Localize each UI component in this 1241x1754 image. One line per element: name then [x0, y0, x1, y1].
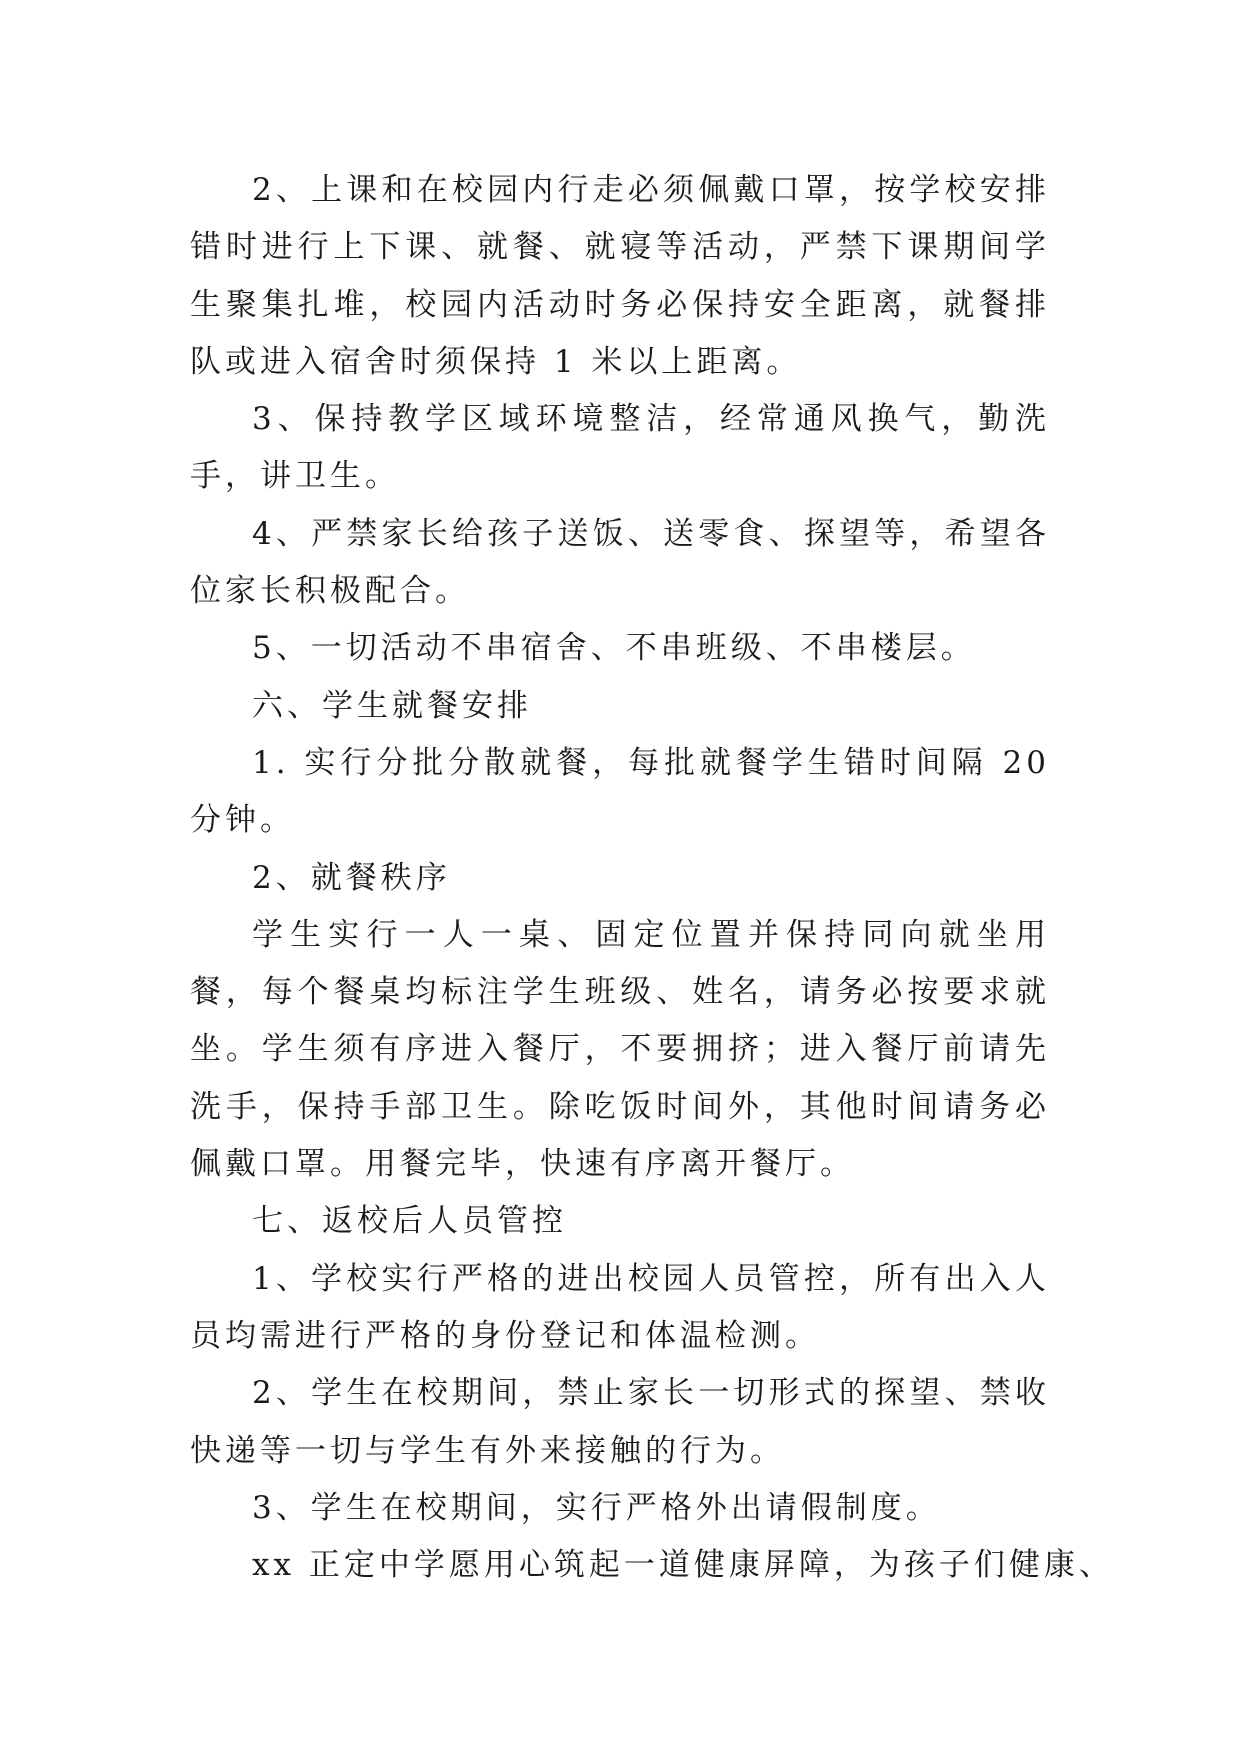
- paragraph-dining-2-title: 2、就餐秩序: [252, 859, 451, 896]
- paragraph-control-2: 2、学生在校期间，禁止家长一切形式的探望、禁收快递等一切与学生有外来接触的行为。: [190, 1375, 1050, 1469]
- section-heading-dining: 六、学生就餐安排: [252, 687, 532, 724]
- paragraph-rule-4: 4、严禁家长给孩子送饭、送零食、探望等，希望各位家长积极配合。: [190, 515, 1050, 610]
- paragraph-rule-2: 2、上课和在校园内行走必须佩戴口罩，按学校安排错时进行上下课、就餐、就寝等活动，严禁下课期间学生聚集扎堆，校园内活动时务必保持安全距离，就餐排队或进入宿舍时须保持 1 米以上距离。: [190, 172, 1050, 380]
- paragraph-closing: xx 正定中学愿用心筑起一道健康屏障，为孩子们健康、: [252, 1547, 1114, 1584]
- paragraph-rule-3: 3、保持教学区域环境整洁，经常通风换气，勤洗手，讲卫生。: [190, 401, 1050, 495]
- paragraph-control-3: 3、学生在校期间，实行严格外出请假制度。: [252, 1489, 941, 1526]
- section-heading-personnel-control: 七、返校后人员管控: [252, 1203, 567, 1240]
- paragraph-rule-5: 5、一切活动不串宿舍、不串班级、不串楼层。: [252, 630, 976, 667]
- paragraph-control-1: 1、学校实行严格的进出校园人员管控，所有出入人员均需进行严格的身份登记和体温检测。: [190, 1260, 1050, 1354]
- document-body: [190, 162, 1114, 1594]
- paragraph-dining-1: 1. 实行分批分散就餐，每批就餐学生错时间隔 20 分钟。: [190, 744, 1050, 839]
- paragraph-dining-order: 学生实行一人一桌、固定位置并保持同向就坐用餐，每个餐桌均标注学生班级、姓名，请务必按要求就坐。学生须有序进入餐厅，不要拥挤；进入餐厅前请先洗手，保持手部卫生。除吃饭时间外，其他时间请务必佩戴口罩。用餐完毕，快速有序离开餐厅。: [190, 916, 1050, 1183]
